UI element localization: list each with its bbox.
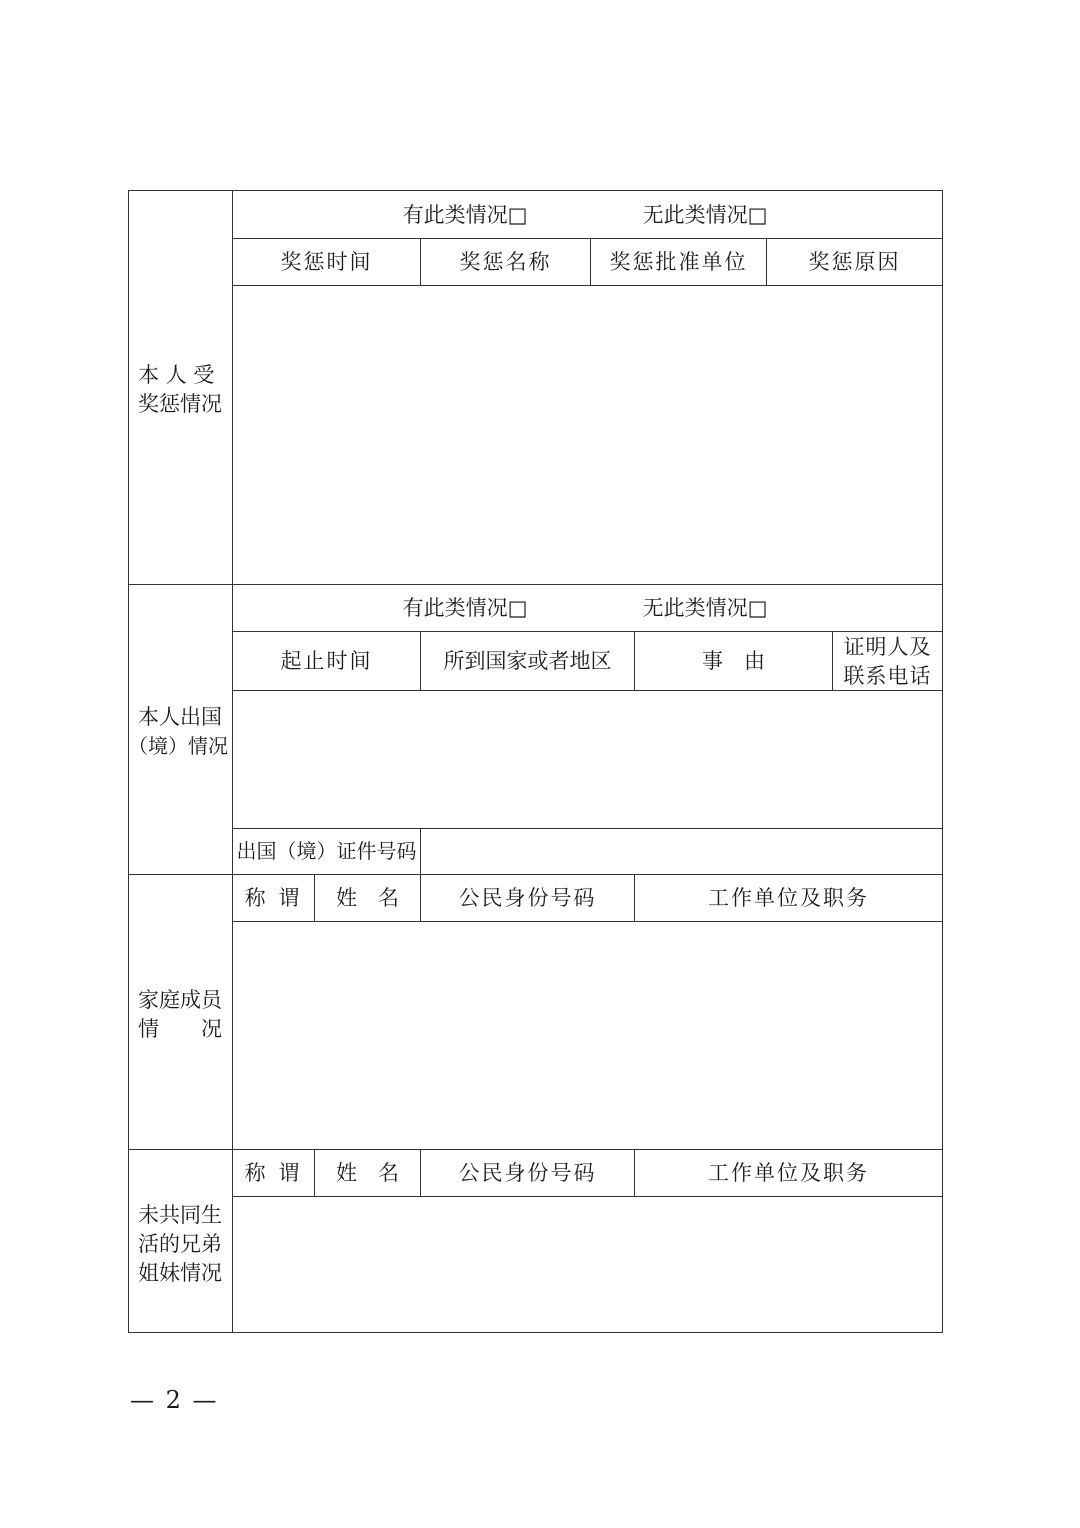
header-relation: 称 谓 — [244, 885, 303, 910]
header-id-number: 公民身份号码 — [458, 1160, 597, 1185]
table-border-right — [942, 190, 943, 1333]
section-label-abroad-line1: 本人出国 — [138, 705, 222, 729]
option-yes-checkbox[interactable]: 有此类情况□ — [402, 202, 528, 227]
section-label-rewards-line2: 奖惩情况 — [138, 392, 222, 416]
header-id-number: 公民身份号码 — [458, 885, 597, 910]
option-yes-checkbox[interactable]: 有此类情况□ — [402, 595, 528, 620]
header-relation: 称 谓 — [244, 1160, 303, 1185]
header-reward-reason: 奖惩原因 — [808, 249, 901, 274]
header-witness-line2: 联系电话 — [843, 663, 932, 688]
header-employer-position: 工作单位及职务 — [708, 1160, 869, 1185]
header-name: 姓 名 — [336, 885, 399, 910]
header-period: 起止时间 — [280, 648, 373, 673]
passport-number-field[interactable] — [421, 829, 942, 874]
option-no-checkbox[interactable]: 无此类情况□ — [642, 202, 768, 227]
header-witness-line1: 证明人及 — [843, 634, 932, 659]
section-divider — [128, 584, 943, 585]
row-divider — [232, 690, 943, 691]
row-divider — [232, 921, 943, 922]
section-label-siblings-line3: 姐妹情况 — [138, 1261, 222, 1285]
header-reason: 事 由 — [702, 648, 765, 673]
table-border-bottom — [128, 1332, 943, 1333]
section-label-siblings-line2: 活的兄弟 — [138, 1232, 222, 1256]
passport-number-label: 出国（境）证件号码 — [236, 839, 417, 863]
table-border-top — [128, 190, 943, 191]
row-divider — [232, 285, 943, 286]
option-no-checkbox[interactable]: 无此类情况□ — [642, 595, 768, 620]
header-employer-position: 工作单位及职务 — [708, 885, 869, 910]
header-reward-approver: 奖惩批准单位 — [609, 249, 748, 274]
row-divider — [232, 1196, 943, 1197]
header-destination: 所到国家或者地区 — [443, 648, 612, 673]
header-reward-name: 奖惩名称 — [459, 249, 552, 274]
section-label-family-line1: 家庭成员 — [138, 988, 222, 1012]
section-label-siblings-line1: 未共同生 — [138, 1203, 222, 1227]
header-reward-time: 奖惩时间 — [280, 249, 373, 274]
table-border-left — [128, 190, 129, 1333]
page-number: — 2 — — [130, 1386, 219, 1414]
section-label-family-line2: 情 况 — [138, 1017, 222, 1041]
section-label-rewards-line1: 本 人 受 — [138, 363, 215, 387]
header-name: 姓 名 — [336, 1160, 399, 1185]
section-label-abroad-line2: （境）情况 — [128, 734, 228, 758]
